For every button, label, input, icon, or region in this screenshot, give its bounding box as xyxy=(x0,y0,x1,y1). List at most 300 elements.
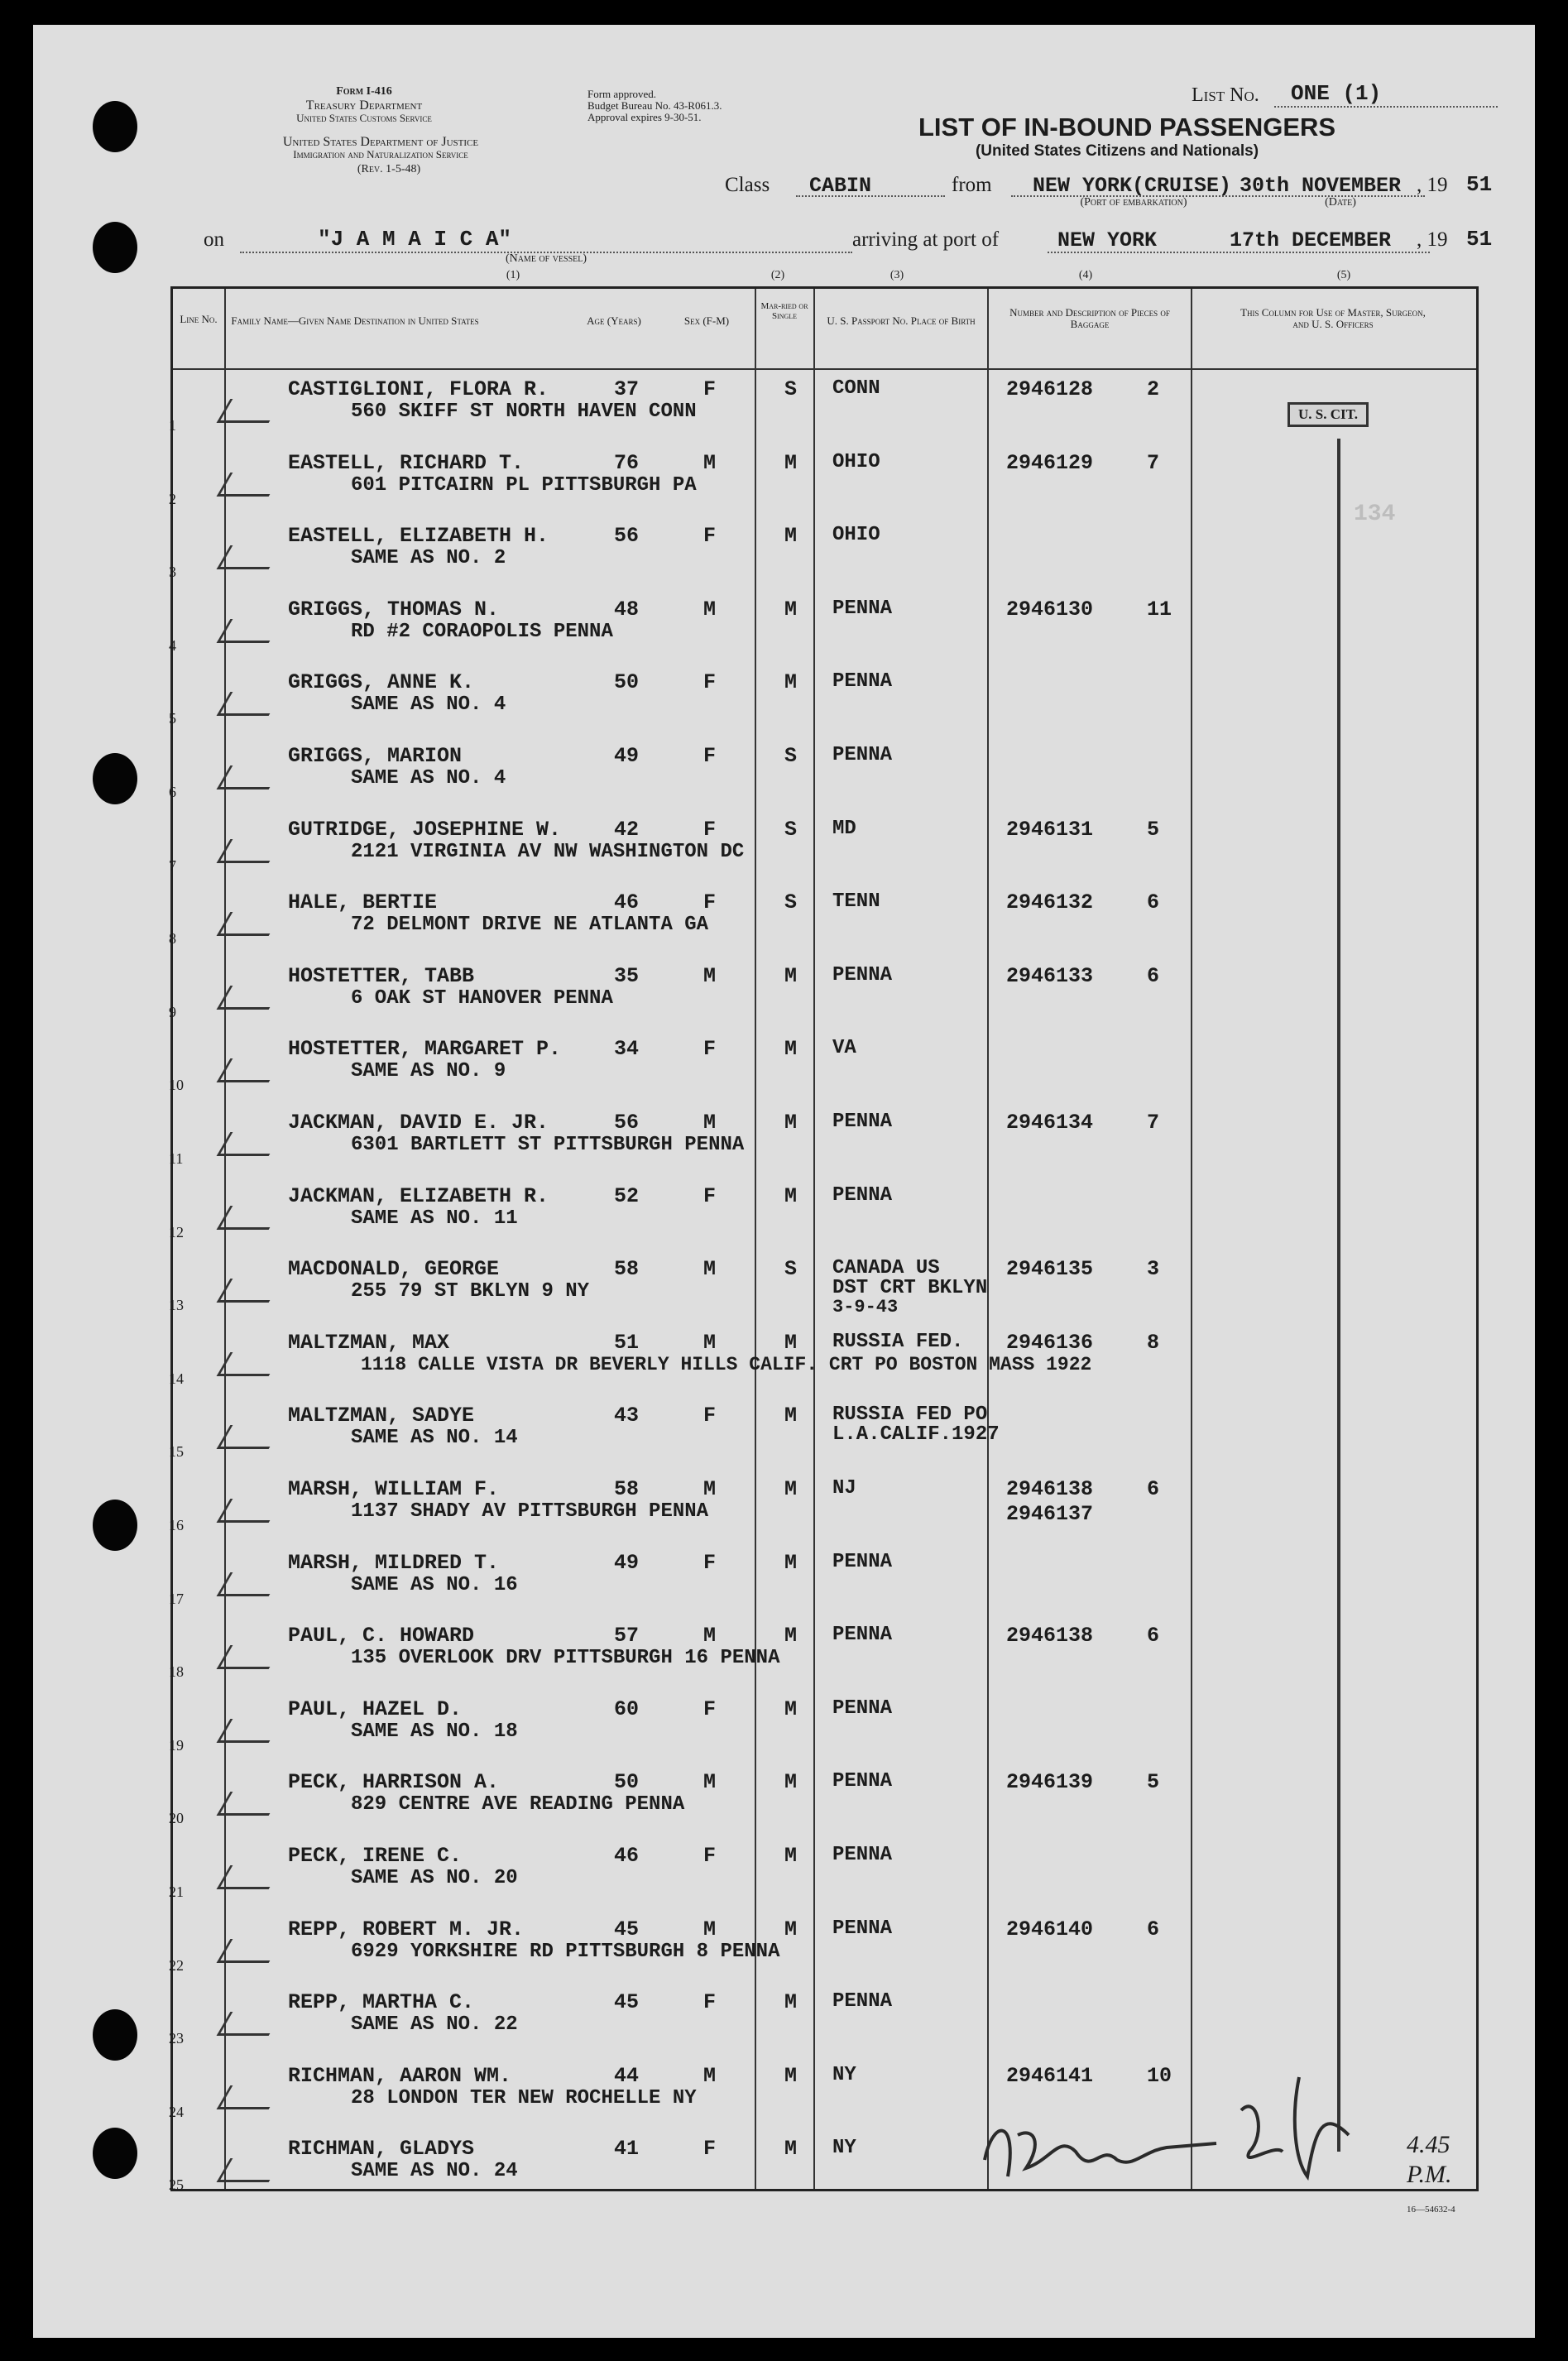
passenger-name: PECK, IRENE C. xyxy=(288,1844,463,1868)
col-header-baggage: Number and Description of Pieces of Baggage xyxy=(1009,306,1170,331)
marital-status: M xyxy=(784,1183,798,1208)
passenger-name: GUTRIDGE, JOSEPHINE W. xyxy=(288,817,562,842)
line-number: 3 xyxy=(169,564,176,581)
passenger-name: CASTIGLIONI, FLORA R. xyxy=(288,377,549,401)
age: 43 xyxy=(614,1404,640,1428)
destination: 6929 YORKSHIRE RD PITTSBURGH 8 PENNA xyxy=(351,1940,780,1963)
arriving-label: arriving at port of xyxy=(852,228,1000,251)
from-label: from xyxy=(952,174,992,196)
passenger-name: MACDONALD, GEORGE xyxy=(288,1257,500,1282)
place-of-birth: RUSSIA FED PO xyxy=(832,1404,988,1427)
line-number: 16 xyxy=(169,1517,184,1533)
marital-status: S xyxy=(784,817,798,842)
form-revision: (Rev. 1-5-48) xyxy=(357,163,421,175)
destination: SAME AS NO. 20 xyxy=(351,1867,518,1889)
table-row xyxy=(170,586,1479,660)
sex: F xyxy=(703,1037,717,1062)
destination: 6301 BARTLETT ST PITTSBURGH PENNA xyxy=(351,1134,745,1156)
baggage-number: 2946129 xyxy=(1006,450,1094,475)
year-prefix-2: , 19 xyxy=(1417,228,1448,251)
sex: F xyxy=(703,1696,717,1721)
passenger-name: JACKMAN, ELIZABETH R. xyxy=(288,1183,549,1208)
place-of-birth: PENNA xyxy=(832,1844,893,1866)
place-of-birth: OHIO xyxy=(832,450,880,473)
check-mark-icon xyxy=(217,1645,283,1669)
sex: F xyxy=(703,1404,717,1428)
vessel-name: "J A M A I C A" xyxy=(318,227,512,252)
line-number: 24 xyxy=(169,2103,184,2120)
baggage-pieces: 8 xyxy=(1147,1330,1160,1355)
col-header-name: Family Name—Given Name Destination in United States xyxy=(231,314,479,327)
marital-status: M xyxy=(784,1404,798,1428)
line-number: 17 xyxy=(169,1590,184,1607)
line-number: 14 xyxy=(169,1370,184,1387)
destination: SAME AS NO. 11 xyxy=(351,1207,518,1230)
marital-status: M xyxy=(784,597,798,621)
treasury-dept: Treasury Department xyxy=(305,98,423,113)
passenger-name: REPP, MARTHA C. xyxy=(288,1990,475,2015)
check-mark-icon xyxy=(217,1572,283,1596)
age: 57 xyxy=(614,1624,640,1648)
baggage-number: 2946128 xyxy=(1006,377,1094,401)
table-row xyxy=(170,512,1479,586)
year-prefix-1: , 19 xyxy=(1417,174,1448,196)
check-mark-icon xyxy=(217,1058,283,1082)
sex: F xyxy=(703,670,717,695)
marital-status: M xyxy=(784,1111,798,1135)
us-citizen-stamp: U. S. CIT. xyxy=(1287,402,1369,427)
baggage-pieces: 2 xyxy=(1147,377,1160,401)
place-of-birth-3: 3-9-43 xyxy=(832,1297,899,1318)
port-caption: (Port of embarkation) xyxy=(1080,196,1187,209)
baggage-number: 2946130 xyxy=(1006,597,1094,621)
check-mark-icon xyxy=(217,473,283,497)
form-code: 16—54632-4 xyxy=(1407,2205,1455,2215)
table-row xyxy=(170,1466,1479,1539)
table-row xyxy=(170,806,1479,880)
check-mark-icon xyxy=(217,986,283,1010)
line-number: 4 xyxy=(169,636,176,654)
baggage-pieces: 6 xyxy=(1147,1917,1160,1941)
line-number: 5 xyxy=(169,710,176,727)
table-row xyxy=(170,1539,1479,1613)
officer-check-line xyxy=(1337,439,1340,2152)
table-row xyxy=(170,1612,1479,1686)
passenger-name: GRIGGS, THOMAS N. xyxy=(288,597,500,621)
destination: RD #2 CORAOPOLIS PENNA xyxy=(351,620,613,643)
marital-status: M xyxy=(784,1477,798,1501)
place-of-birth: RUSSIA FED. xyxy=(832,1330,964,1353)
destination: SAME AS NO. 24 xyxy=(351,2160,518,2183)
sex: M xyxy=(703,1917,717,1941)
line-number: 13 xyxy=(169,1297,184,1314)
place-of-birth: CONN xyxy=(832,377,880,400)
marital-status: M xyxy=(784,1696,798,1721)
place-of-birth: PENNA xyxy=(832,1111,893,1133)
baggage-number: 2946134 xyxy=(1006,1111,1094,1135)
age: 37 xyxy=(614,377,640,401)
form-number: Form I-416 xyxy=(336,85,392,98)
check-mark-icon xyxy=(217,1206,283,1230)
marital-status: M xyxy=(784,1770,798,1795)
destination: 1137 SHADY AV PITTSBURGH PENNA xyxy=(351,1500,709,1523)
marital-status: M xyxy=(784,2137,798,2162)
marital-status: M xyxy=(784,450,798,475)
line-number: 6 xyxy=(169,784,176,800)
passenger-name: MARSH, WILLIAM F. xyxy=(288,1477,500,1501)
table-row xyxy=(170,1979,1479,2052)
destination: 28 LONDON TER NEW ROCHELLE NY xyxy=(351,2086,697,2109)
passenger-name: RICHMAN, AARON WM. xyxy=(288,2063,512,2088)
col-num-1: (1) xyxy=(506,269,520,281)
table-row xyxy=(170,1832,1479,1906)
sex: F xyxy=(703,817,717,842)
marital-status: S xyxy=(784,744,798,768)
sex: M xyxy=(703,963,717,988)
col-header-line: Line No. xyxy=(180,313,218,325)
passenger-name: PAUL, C. HOWARD xyxy=(288,1624,475,1648)
baggage-number: 2946135 xyxy=(1006,1257,1094,1282)
age: 35 xyxy=(614,963,640,988)
faint-number: 134 xyxy=(1354,501,1396,527)
line-number: 18 xyxy=(169,1663,184,1681)
passenger-name: RICHMAN, GLADYS xyxy=(288,2137,475,2162)
baggage-number: 2946138 xyxy=(1006,1477,1094,1501)
year-suffix-1: 51 xyxy=(1466,172,1493,197)
marital-status: M xyxy=(784,1330,798,1355)
place-of-birth: NY xyxy=(832,2063,856,2086)
marital-status: M xyxy=(784,1624,798,1648)
line-number: 22 xyxy=(169,1956,184,1974)
destination: 72 DELMONT DRIVE NE ATLANTA GA xyxy=(351,914,709,937)
baggage-pieces: 3 xyxy=(1147,1257,1160,1282)
place-of-birth: PENNA xyxy=(832,670,893,693)
list-no-value: ONE (1) xyxy=(1291,81,1382,106)
destination: 601 PITCAIRN PL PITTSBURGH PA xyxy=(351,473,697,497)
sex: F xyxy=(703,1550,717,1575)
line-number: 15 xyxy=(169,1443,184,1461)
binder-hole xyxy=(93,222,137,273)
passenger-name: PAUL, HAZEL D. xyxy=(288,1696,463,1721)
destination: SAME AS NO. 14 xyxy=(351,1427,518,1450)
passenger-name: HOSTETTER, TABB xyxy=(288,963,475,988)
sex: M xyxy=(703,1477,717,1501)
place-of-birth: PENNA xyxy=(832,1770,893,1793)
col-header-passport: U. S. Passport No. Place of Birth xyxy=(827,314,976,327)
place-of-birth: PENNA xyxy=(832,1917,893,1940)
col-header-married: Mar-ried or Single xyxy=(760,301,808,321)
sex: M xyxy=(703,1330,717,1355)
line-number: 8 xyxy=(169,930,176,948)
table-row xyxy=(170,1025,1479,1099)
sex: M xyxy=(703,450,717,475)
passenger-name: HALE, BERTIE xyxy=(288,890,438,915)
check-mark-icon xyxy=(217,2012,283,2036)
line-number: 11 xyxy=(169,1150,184,1167)
sex: M xyxy=(703,597,717,621)
age: 49 xyxy=(614,744,640,768)
check-mark-icon xyxy=(217,2158,283,2182)
baggage-number-2: 2946137 xyxy=(1006,1502,1094,1526)
age: 46 xyxy=(614,1844,640,1868)
binder-hole xyxy=(93,753,137,804)
table-row xyxy=(170,1319,1479,1393)
col-num-3: (3) xyxy=(889,269,904,281)
sex: M xyxy=(703,1770,717,1795)
passenger-name: EASTELL, RICHARD T. xyxy=(288,450,525,475)
table-row xyxy=(170,659,1479,732)
baggage-number: 2946138 xyxy=(1006,1624,1094,1648)
col-header-age: Age (Years) xyxy=(587,314,641,327)
place-of-birth: PENNA xyxy=(832,1183,893,1207)
age: 45 xyxy=(614,1990,640,2015)
passenger-name: HOSTETTER, MARGARET P. xyxy=(288,1037,562,1062)
place-of-birth: PENNA xyxy=(832,963,893,986)
approval-line-2: Budget Bureau No. 43-R061.3. xyxy=(587,99,722,112)
table-row xyxy=(170,1173,1479,1246)
binder-hole xyxy=(93,2009,137,2061)
check-mark-icon xyxy=(217,1719,283,1743)
table-row xyxy=(170,953,1479,1026)
place-of-birth: PENNA xyxy=(832,1990,893,2013)
port-of-embarkation: NEW YORK(CRUISE) xyxy=(1033,174,1232,198)
place-of-birth-2: DST CRT BKLYN xyxy=(832,1277,988,1300)
col-num-4: (4) xyxy=(1078,269,1093,281)
form-title: LIST OF IN-BOUND PASSENGERS xyxy=(918,113,1336,142)
baggage-pieces: 6 xyxy=(1147,1477,1160,1501)
sex: M xyxy=(703,2063,717,2088)
destination: 1118 CALLE VISTA DR BEVERLY HILLS CALIF. CRT PO BOSTON MASS 1922 xyxy=(361,1353,1092,1375)
destination: 255 79 ST BKLYN 9 NY xyxy=(351,1280,590,1303)
place-of-birth: OHIO xyxy=(832,524,880,547)
line-number: 20 xyxy=(169,1810,184,1827)
check-mark-icon xyxy=(217,1279,283,1303)
table-row xyxy=(170,879,1479,953)
destination: 135 OVERLOOK DRV PITTSBURGH 16 PENNA xyxy=(351,1647,780,1670)
check-mark-icon xyxy=(217,1352,283,1376)
marital-status: M xyxy=(784,1917,798,1941)
passenger-name: PECK, HARRISON A. xyxy=(288,1770,500,1795)
place-of-birth: NJ xyxy=(832,1477,856,1500)
sex: F xyxy=(703,744,717,768)
class-value: CABIN xyxy=(809,174,872,198)
place-of-birth: TENN xyxy=(832,890,880,914)
destination: SAME AS NO. 9 xyxy=(351,1060,506,1083)
line-number: 12 xyxy=(169,1223,184,1240)
place-of-birth: VA xyxy=(832,1037,856,1060)
baggage-pieces: 10 xyxy=(1147,2063,1172,2088)
age: 46 xyxy=(614,890,640,915)
marital-status: M xyxy=(784,1990,798,2015)
check-mark-icon xyxy=(217,1499,283,1523)
sex: F xyxy=(703,524,717,549)
line-number: 2 xyxy=(169,490,176,507)
check-mark-icon xyxy=(217,1132,283,1156)
check-mark-icon xyxy=(217,1792,283,1816)
col-header-sex: Sex (F-M) xyxy=(683,314,730,327)
age: 41 xyxy=(614,2137,640,2162)
marital-status: M xyxy=(784,1844,798,1868)
sex: F xyxy=(703,377,717,401)
place-of-birth: CANADA US xyxy=(832,1257,940,1280)
table-row xyxy=(170,366,1479,439)
age: 42 xyxy=(614,817,640,842)
age: 56 xyxy=(614,1111,640,1135)
baggage-pieces: 7 xyxy=(1147,450,1160,475)
marital-status: M xyxy=(784,670,798,695)
line-number: 9 xyxy=(169,1003,176,1020)
arrival-port: NEW YORK xyxy=(1057,228,1158,252)
check-mark-icon xyxy=(217,912,283,936)
place-of-birth: NY xyxy=(832,2137,856,2160)
marital-status: S xyxy=(784,1257,798,1282)
sex: F xyxy=(703,1990,717,2015)
baggage-pieces: 5 xyxy=(1147,1770,1160,1795)
marital-status: S xyxy=(784,377,798,401)
marital-status: M xyxy=(784,1037,798,1062)
arrival-date: 17th DECEMBER xyxy=(1230,228,1392,252)
customs-service: United States Customs Service xyxy=(296,112,432,124)
line-number: 23 xyxy=(169,2030,184,2047)
check-mark-icon xyxy=(217,765,283,789)
place-of-birth: PENNA xyxy=(832,1696,893,1720)
embarkation-date: 30th NOVEMBER xyxy=(1240,174,1402,198)
line-number: 1 xyxy=(169,417,176,434)
table-row xyxy=(170,732,1479,806)
check-mark-icon xyxy=(217,545,283,569)
baggage-pieces: 11 xyxy=(1147,597,1172,621)
passenger-name: MALTZMAN, MAX xyxy=(288,1330,450,1355)
sex: F xyxy=(703,1844,717,1868)
passenger-name: GRIGGS, ANNE K. xyxy=(288,670,475,695)
age: 51 xyxy=(614,1330,640,1355)
year-suffix-2: 51 xyxy=(1466,227,1493,252)
justice-dept: United States Department of Justice xyxy=(282,135,479,149)
baggage-number: 2946131 xyxy=(1006,817,1094,842)
passenger-name: EASTELL, ELIZABETH H. xyxy=(288,524,549,549)
age: 58 xyxy=(614,1257,640,1282)
age: 34 xyxy=(614,1037,640,1062)
destination: 829 CENTRE AVE READING PENNA xyxy=(351,1793,685,1816)
baggage-number: 2946141 xyxy=(1006,2063,1094,2088)
sex: F xyxy=(703,890,717,915)
age: 48 xyxy=(614,597,640,621)
place-of-birth-2: L.A.CALIF.1927 xyxy=(832,1423,1000,1447)
age: 76 xyxy=(614,450,640,475)
marital-status: S xyxy=(784,890,798,915)
table-row xyxy=(170,1099,1479,1173)
date-caption: (Date) xyxy=(1325,196,1356,209)
destination: SAME AS NO. 4 xyxy=(351,693,506,717)
col-num-5: (5) xyxy=(1336,269,1351,281)
passenger-name: GRIGGS, MARION xyxy=(288,744,463,768)
baggage-pieces: 7 xyxy=(1147,1111,1160,1135)
check-mark-icon xyxy=(217,2085,283,2109)
table-row xyxy=(170,1245,1479,1319)
baggage-pieces: 5 xyxy=(1147,817,1160,842)
line-number: 25 xyxy=(169,2176,184,2194)
destination: SAME AS NO. 4 xyxy=(351,767,506,789)
approval-line-3: Approval expires 9-30-51. xyxy=(587,111,702,123)
marital-status: M xyxy=(784,963,798,988)
sex: F xyxy=(703,1183,717,1208)
baggage-number: 2946132 xyxy=(1006,890,1094,915)
list-no-label: List No. xyxy=(1192,84,1259,106)
line-number: 21 xyxy=(169,1884,184,1900)
line-number: 19 xyxy=(169,1736,184,1754)
baggage-pieces: 6 xyxy=(1147,1624,1160,1648)
check-mark-icon xyxy=(217,399,283,423)
table-row xyxy=(170,439,1479,513)
age: 56 xyxy=(614,524,640,549)
binder-hole xyxy=(93,101,137,152)
check-mark-icon xyxy=(217,619,283,643)
destination: 2121 VIRGINIA AV NW WASHINGTON DC xyxy=(351,840,745,863)
baggage-number: 2946133 xyxy=(1006,963,1094,988)
age: 60 xyxy=(614,1696,640,1721)
sex: M xyxy=(703,1624,717,1648)
binder-hole xyxy=(93,1500,137,1551)
line-number: 10 xyxy=(169,1077,184,1094)
baggage-pieces: 6 xyxy=(1147,890,1160,915)
ins-service: Immigration and Naturalization Service xyxy=(293,148,468,161)
place-of-birth: PENNA xyxy=(832,1624,893,1647)
class-label: Class xyxy=(725,174,770,196)
age: 50 xyxy=(614,670,640,695)
vessel-caption: (Name of vessel) xyxy=(505,252,587,265)
passenger-name: MALTZMAN, SADYE xyxy=(288,1404,475,1428)
approval-line-1: Form approved. xyxy=(587,88,657,100)
place-of-birth: PENNA xyxy=(832,744,893,766)
passenger-name: REPP, ROBERT M. JR. xyxy=(288,1917,525,1941)
check-mark-icon xyxy=(217,1865,283,1889)
check-mark-icon xyxy=(217,1425,283,1449)
passenger-name: JACKMAN, DAVID E. JR. xyxy=(288,1111,549,1135)
place-of-birth: MD xyxy=(832,817,856,840)
destination: SAME AS NO. 22 xyxy=(351,2013,518,2037)
baggage-number: 2946139 xyxy=(1006,1770,1094,1795)
form-subtitle: (United States Citizens and Nationals) xyxy=(975,142,1259,160)
destination: 560 SKIFF ST NORTH HAVEN CONN xyxy=(351,401,697,423)
marital-status: M xyxy=(784,2063,798,2088)
age: 49 xyxy=(614,1550,640,1575)
marital-status: M xyxy=(784,524,798,549)
baggage-pieces: 6 xyxy=(1147,963,1160,988)
col-header-officers: This Column for Use of Master, Surgeon, and U. S. Officers xyxy=(1240,306,1426,331)
on-label: on xyxy=(204,228,224,251)
line-number: 7 xyxy=(169,857,176,874)
place-of-birth: PENNA xyxy=(832,597,893,620)
destination: SAME AS NO. 18 xyxy=(351,1720,518,1743)
age: 52 xyxy=(614,1183,640,1208)
table-row xyxy=(170,1759,1479,1832)
place-of-birth: PENNA xyxy=(832,1550,893,1573)
baggage-number: 2946136 xyxy=(1006,1330,1094,1355)
table-row xyxy=(170,1906,1479,1979)
col-num-2: (2) xyxy=(770,269,785,281)
table-row xyxy=(170,1686,1479,1759)
check-mark-icon xyxy=(217,1939,283,1963)
officer-signature xyxy=(968,2061,1431,2210)
table-row xyxy=(170,1392,1479,1466)
destination: SAME AS NO. 2 xyxy=(351,547,506,570)
sex: M xyxy=(703,1111,717,1135)
binder-hole xyxy=(93,2128,137,2179)
marital-status: M xyxy=(784,1550,798,1575)
check-mark-icon xyxy=(217,839,283,863)
list-no-rule xyxy=(1274,106,1498,108)
age: 44 xyxy=(614,2063,640,2088)
